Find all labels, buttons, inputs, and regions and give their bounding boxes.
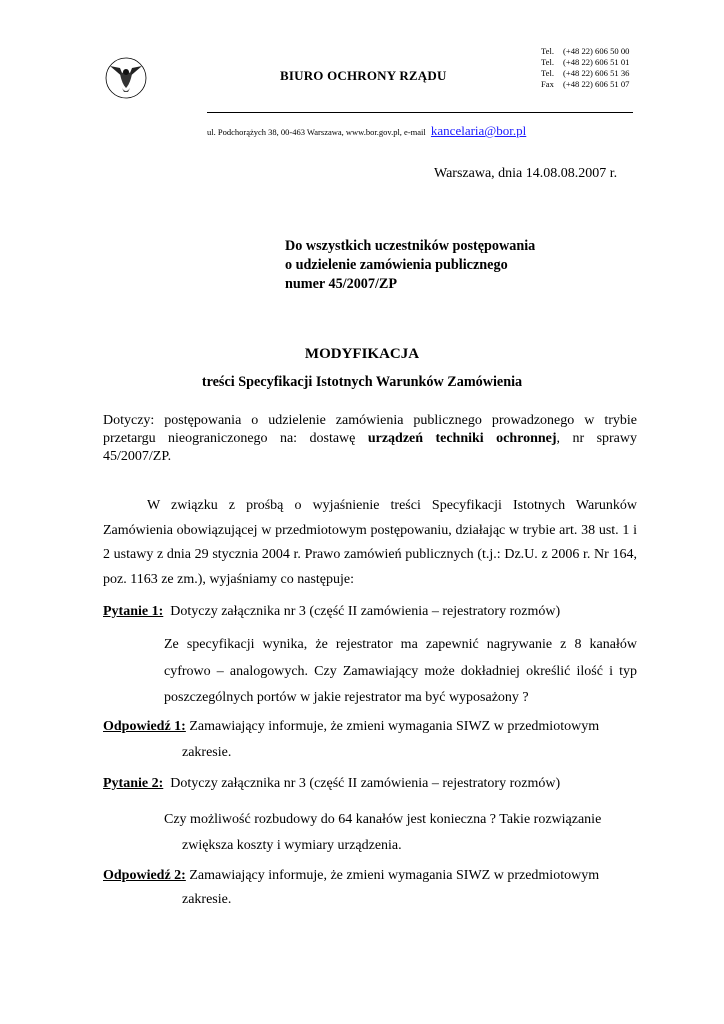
address-text: ul. Podchorążych 38, 00-463 Warszawa, www.bor.gov.pl, e-mail	[207, 127, 426, 137]
answer-1	[103, 719, 599, 735]
subject-text-end: , nr sprawy 45/2007/ZP.	[103, 431, 638, 464]
contact-label: Tel.	[541, 46, 554, 56]
contact-value: (+48 22) 606 51 01	[563, 57, 630, 67]
answer-label: Odpowiedź 1:	[103, 719, 186, 734]
place-date: Warszawa, dnia 14.08.08.2007 r.	[434, 166, 618, 181]
address-line	[207, 123, 526, 139]
subject-paragraph	[103, 412, 637, 466]
addressee-line: o udzielenie zamówienia publicznego	[285, 257, 508, 273]
answer-label: Odpowiedź 2:	[103, 868, 186, 883]
contact-label: Fax	[541, 79, 554, 89]
question-body-line: zwiększa koszty i wymiary urządzenia.	[182, 838, 402, 853]
question-1-heading	[103, 604, 560, 620]
question-body-line: Czy możliwość rozbudowy do 64 kanałów jest konieczna ? Takie rozwiązanie	[164, 812, 602, 827]
contact-value: (+48 22) 606 51 36	[563, 68, 630, 78]
contact-block	[541, 46, 629, 90]
intro-text: W związku z prośbą o wyjaśnienie treści Specyfikacji Istotnych Warunków Zamówienia obowiązującej w przedmiotowym postępowaniu, działając w trybie art. 38 ust. 1 i 2 ustawy z dnia 29 stycznia 2004 r. Prawo zamówień publicznych (t.j.: Dz.U. z 2006 r. Nr 164, poz. 1163 ze zm.), wyjaśniamy co następuje:	[103, 498, 637, 587]
contact-value: (+48 22) 606 50 00	[563, 46, 630, 56]
question-subject: Dotyczy załącznika nr 3 (część II zamówienia – rejestratory rozmów)	[170, 776, 561, 791]
intro-paragraph	[103, 494, 637, 592]
answer-2	[103, 868, 599, 884]
contact-row	[541, 68, 629, 79]
header-divider	[207, 112, 633, 113]
contact-row	[541, 79, 629, 90]
addressee-line: numer 45/2007/ZP	[285, 276, 398, 292]
organization-name: BIURO OCHRONY RZĄDU	[280, 68, 447, 83]
contact-row	[541, 46, 629, 57]
subject-bold: urządzeń techniki ochronnej	[367, 431, 557, 446]
bor-eagle-logo	[94, 44, 158, 108]
answer-text: Zamawiający informuje, że zmieni wymagania SIWZ w przedmiotowym	[189, 868, 600, 883]
document-subtitle: treści Specyfikacji Istotnych Warunków Zamówienia	[201, 374, 523, 390]
addressee-line: Do wszystkich uczestników postępowania	[285, 238, 536, 254]
question-subject: Dotyczy załącznika nr 3 (część II zamówienia – rejestratory rozmów)	[170, 604, 561, 619]
addressee-block	[285, 237, 535, 294]
email-link[interactable]: kancelaria@bor.pl	[430, 123, 527, 138]
answer-1-continuation: zakresie.	[182, 745, 232, 760]
answer-text: Zamawiający informuje, że zmieni wymagania SIWZ w przedmiotowym	[189, 719, 600, 734]
contact-label: Tel.	[541, 57, 554, 67]
question-2-body	[164, 807, 637, 859]
contact-row	[541, 57, 629, 68]
subject-text: Dotyczy: postępowania o udzielenie zamówienia publicznego prowadzonego w trybie przetargu nieograniczonego na: dostawę	[103, 413, 637, 446]
question-2-heading	[103, 776, 560, 792]
question-label: Pytanie 1:	[103, 604, 164, 619]
document-title: MODYFIKACJA	[304, 346, 420, 362]
contact-label: Tel.	[541, 68, 554, 78]
question-1-body: Ze specyfikacji wynika, że rejestrator ma zapewnić nagrywanie z 8 kanałów cyfrowo – analogowych. Czy Zamawiający może dokładniej określić ilość i typ poszczególnych portów w jakie rejestrator ma być wyposażony ?	[164, 637, 637, 705]
question-label: Pytanie 2:	[103, 776, 164, 791]
answer-2-continuation: zakresie.	[182, 892, 232, 907]
contact-value: (+48 22) 606 51 07	[563, 79, 630, 89]
